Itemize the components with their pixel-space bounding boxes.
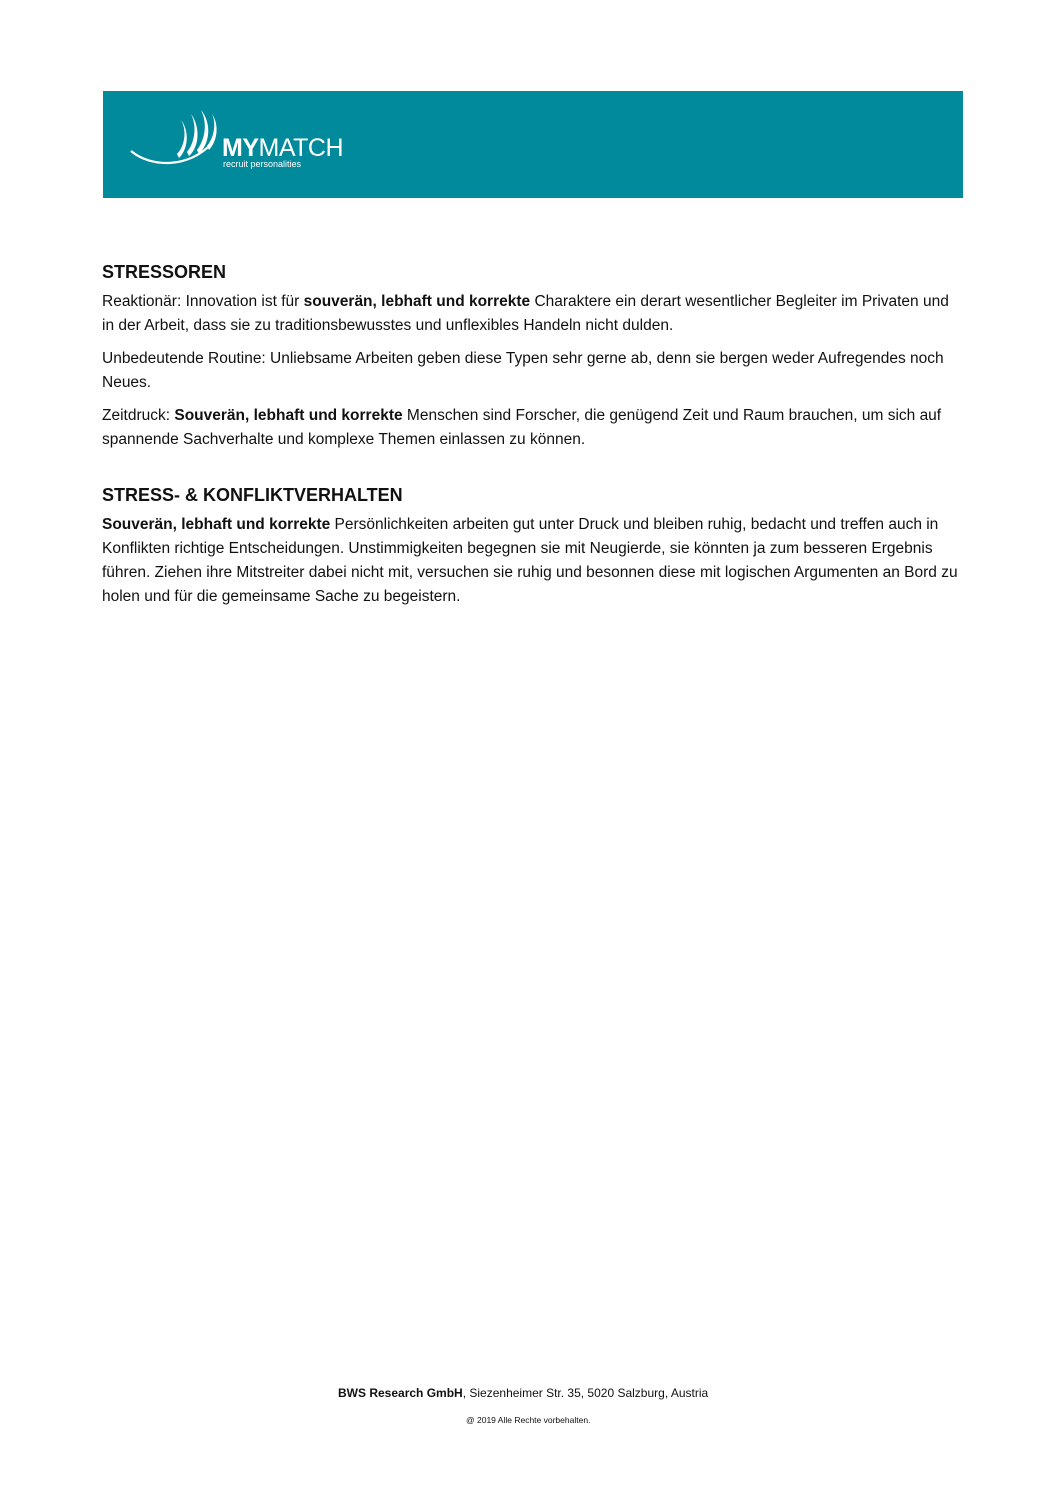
paragraph-reaktionaer bbox=[102, 290, 960, 338]
brand-name bbox=[222, 135, 343, 161]
section-heading: STRESSOREN bbox=[102, 262, 227, 282]
footer-address-line bbox=[338, 1385, 708, 1401]
paragraph-bold: Souverän, lebhaft und korrekte bbox=[102, 516, 331, 533]
paragraph-text: Persönlichkeiten arbeiten gut unter Druck und bleiben ruhig, bedacht und treffen auch in Konflikten richtige Entscheidungen. Unstimmigkeiten begegnen sie mit Neugierde, sie könnten ja zum besseren Ergebnis führen. Ziehen ihre Mitstreiter dabei nicht mit, versuchen sie ruhig und besonnen diese mit logischen Argumenten an Bord zu holen und für die gemeinsame Sache zu begeistern. bbox=[102, 516, 958, 605]
paragraph-text: Charaktere ein derart wesentlicher Begleiter im Privaten und in der Arbeit, dass sie zu traditionsbewusstes und unflexibles Handeln nicht dulden. bbox=[102, 293, 949, 334]
brand-bold: MY bbox=[222, 134, 259, 162]
paragraph-zeitdruck bbox=[102, 404, 960, 452]
paragraph-bold: souverän, lebhaft und korrekte bbox=[303, 293, 531, 310]
paragraph-konflikt bbox=[102, 513, 960, 609]
section-stressoren bbox=[102, 262, 960, 452]
document-content bbox=[102, 262, 960, 618]
footer-street: , Siezenheimer Str. 35, 5020 Salzburg, Austria bbox=[462, 1386, 709, 1400]
paragraph-bold: Souverän, lebhaft und korrekte bbox=[174, 407, 403, 424]
mymatch-logo bbox=[129, 108, 349, 178]
footer-company: BWS Research GmbH bbox=[338, 1386, 463, 1400]
paragraph-text: Zeitdruck: bbox=[102, 407, 175, 424]
paragraph-routine: Unbedeutende Routine: Unliebsame Arbeiten geben diese Typen sehr gerne ab, denn sie bergen weder Aufregendes noch Neues. bbox=[102, 350, 944, 391]
paragraph-text: Reaktionär: Innovation ist für bbox=[102, 293, 304, 310]
paragraph-text: Menschen sind Forscher, die genügend Zeit und Raum brauchen, um sich auf spannende Sachverhalte und komplexe Themen einlassen zu können. bbox=[102, 407, 942, 448]
wave-swoosh-icon bbox=[129, 108, 221, 170]
section-konfliktverhalten bbox=[102, 485, 960, 609]
footer-copyright-text: @ 2019 Alle Rechte vorbehalten. bbox=[466, 1415, 591, 1425]
header-banner bbox=[103, 91, 963, 198]
brand-light: MATCH bbox=[258, 134, 344, 162]
brand-tagline: recruit personalities bbox=[223, 159, 302, 169]
section-heading: STRESS- & KONFLIKTVERHALTEN bbox=[102, 485, 403, 505]
